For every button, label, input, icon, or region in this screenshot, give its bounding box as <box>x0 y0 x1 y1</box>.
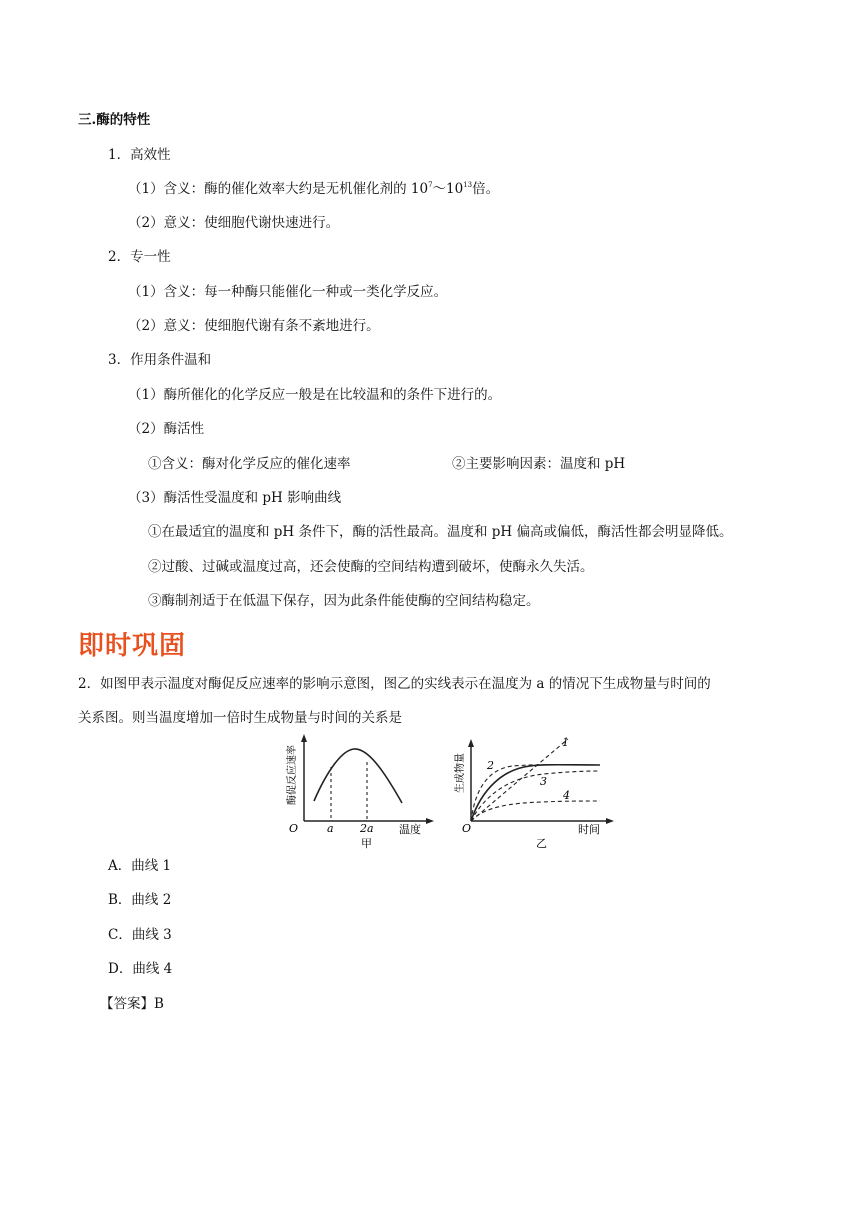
jia-origin: O <box>289 822 299 835</box>
exponent-7: 7 <box>428 181 433 189</box>
figure-jia <box>301 734 434 824</box>
figure-svg <box>282 733 622 851</box>
jia-caption: 甲 <box>361 837 372 850</box>
option-b: B．曲线 2 <box>108 892 172 908</box>
practice-banner: 即时巩固 <box>78 631 187 661</box>
jia-x-arrow <box>426 818 434 824</box>
mild-conditions-text: （1）酶所催化的化学反应一般是在比较温和的条件下进行的。 <box>128 387 502 403</box>
efficiency-meaning-post: 倍。 <box>472 181 500 197</box>
option-c: C．曲线 3 <box>108 927 172 943</box>
enzyme-activity-factors: ②主要影响因素：温度和 pH <box>452 456 626 472</box>
yi-origin: O <box>462 822 472 835</box>
yi-curve-4 <box>471 801 600 821</box>
yi-curve-3 <box>471 771 600 821</box>
yi-label-2: 2 <box>487 759 494 772</box>
efficiency-meaning-pre: （1）含义：酶的催化效率大约是无机催化剂的 10 <box>128 181 429 197</box>
option-a: A．曲线 1 <box>108 858 172 874</box>
activity-curve-point-2: ②过酸、过碱或温度过高，还会使酶的空间结构遭到破坏，使酶永久失活。 <box>148 559 594 575</box>
heading-efficiency: 1．高效性 <box>108 147 171 163</box>
section-title: 三.酶的特性 <box>78 112 151 128</box>
efficiency-significance: （2）意义：使细胞代谢快速进行。 <box>128 215 340 231</box>
question-figure <box>282 733 622 855</box>
efficiency-meaning <box>128 180 499 198</box>
exponent-13: 13 <box>463 181 473 189</box>
question-line-2: 关系图。则当温度增加一倍时生成物量与时间的关系是 <box>78 710 402 726</box>
efficiency-meaning-mid: ～10 <box>432 181 464 197</box>
enzyme-activity-meaning: ①含义：酶对化学反应的催化速率 <box>148 456 351 472</box>
jia-curve <box>314 749 402 803</box>
yi-y-arrow <box>468 739 474 747</box>
jia-ylabel: 酶促反应速率 <box>287 745 298 805</box>
heading-specificity: 2．专一性 <box>108 249 171 265</box>
yi-xlabel: 时间 <box>578 823 600 836</box>
yi-curve-2 <box>471 765 600 821</box>
activity-curve-heading: （3）酶活性受温度和 pH 影响曲线 <box>128 490 342 506</box>
activity-curve-point-3: ③酶制剂适于在低温下保存，因为此条件能使酶的空间结构稳定。 <box>148 593 540 609</box>
jia-tick-2a: 2a <box>360 822 374 835</box>
activity-curve-point-1: ①在最适宜的温度和 pH 条件下，酶的活性最高。温度和 pH 偏高或偏低，酶活性都会明显降低。 <box>148 524 733 540</box>
yi-ylabel: 生成物量 <box>455 753 466 793</box>
yi-label-3: 3 <box>540 775 547 788</box>
specificity-significance: （2）意义：使细胞代谢有条不紊地进行。 <box>128 318 380 334</box>
yi-x-arrow <box>606 818 614 824</box>
jia-tick-a: a <box>327 822 334 835</box>
yi-label-4: 4 <box>563 789 570 802</box>
enzyme-activity-heading: （2）酶活性 <box>128 421 205 437</box>
jia-y-arrow <box>301 734 307 742</box>
yi-solid-curve <box>471 765 600 821</box>
specificity-meaning: （1）含义：每一种酶只能催化一种或一类化学反应。 <box>128 284 448 300</box>
question-line-1: 2．如图甲表示温度对酶促反应速率的影响示意图，图乙的实线表示在温度为 a 的情况下生成物量与时间的 <box>78 676 711 692</box>
answer: 【答案】B <box>100 996 164 1012</box>
yi-caption: 乙 <box>536 837 547 850</box>
option-d: D．曲线 4 <box>108 961 173 977</box>
heading-mild-conditions: 3．作用条件温和 <box>108 352 212 368</box>
jia-xlabel: 温度 <box>399 823 421 836</box>
yi-label-1: 1 <box>562 736 569 749</box>
